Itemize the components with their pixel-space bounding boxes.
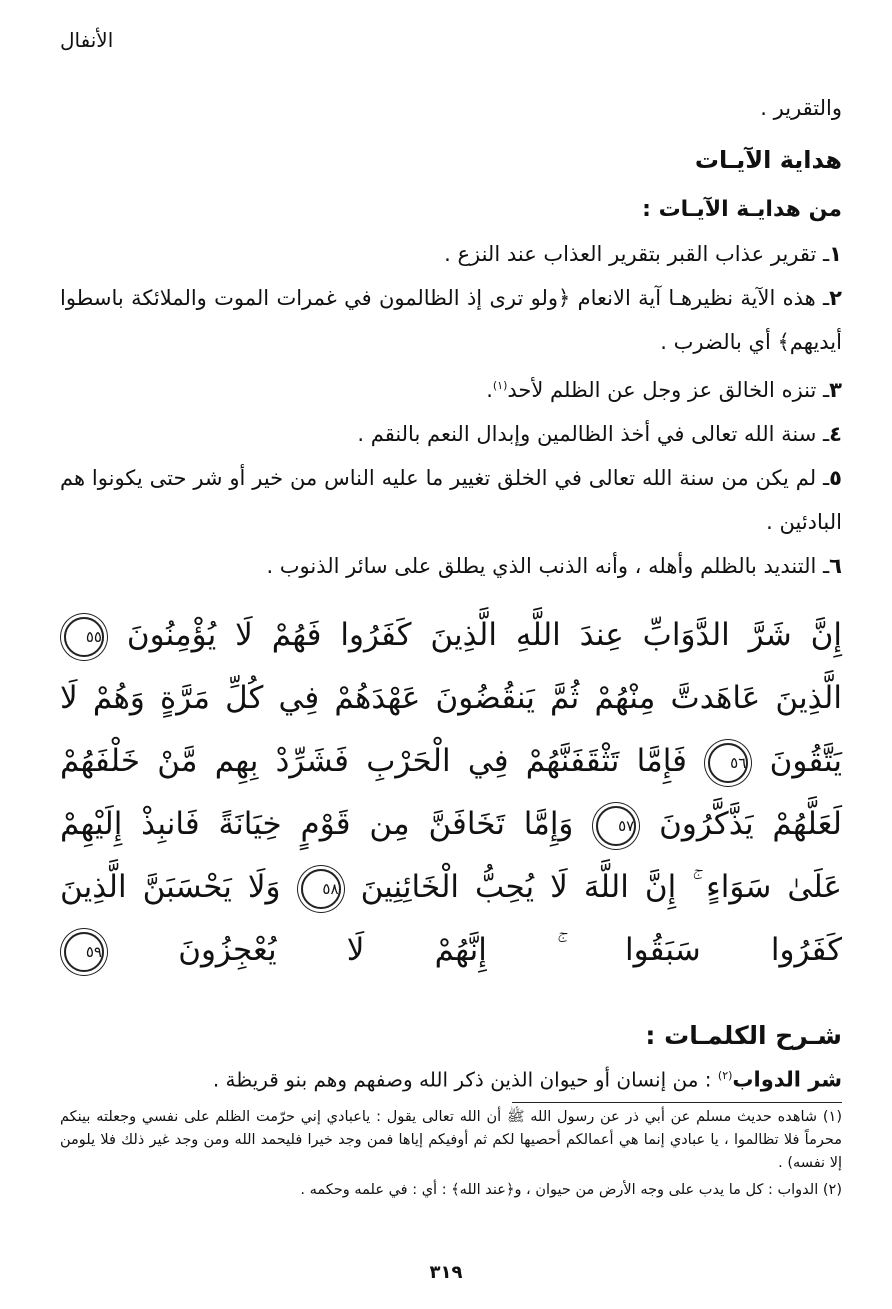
word-term: شر الدواب [732, 1067, 842, 1092]
commentary-text-block [60, 84, 842, 588]
footnote-text: الدواب : كل ما يدب على وجه الأرض من حيوان ، و﴿عند الله﴾ : أي : في علمه وحكمه . [300, 1182, 819, 1198]
lesson-number: ٤ [829, 422, 842, 446]
verse-59-text: وَلَا يَحْسَبَنَّ الَّذِينَ كَفَرُوا سَبَقُوا ۚ إِنَّهُمْ لَا يُعْجِزُونَ [60, 869, 842, 968]
footnote-text: شاهده حديث مسلم عن أبي ذر عن رسول الله ﷺ أن الله تعالى يقول : ياعبادي إني حرّمت الظلم على نفسي وجعلته بينكم محرماً فلا تظالموا ، يا عبادي إنما هي أعمالكم أحصيها لكم ثم أوفيكم إياها فمن وجد خيرا فليحمد الله ومن وجد غير ذلك فلا يلومن إلا نفسه) . [60, 1109, 842, 1171]
verse-58-text: وَإِمَّا تَخَافَنَّ مِن قَوْمٍ خِيَانَةً فَانبِذْ إِلَيْهِمْ عَلَىٰ سَوَاءٍ ۚ إِنَّ اللَّهَ لَا يُحِبُّ الْخَائِنِينَ [60, 806, 842, 905]
lesson-text: ـ تقرير عذاب القبر بتقرير العذاب عند النزع . [444, 242, 830, 266]
footnote-divider [512, 1102, 842, 1103]
ayah-number-55: ٥٥ [64, 617, 104, 657]
lesson-number: ٣ [829, 378, 842, 402]
lesson-item [60, 412, 842, 456]
footnote-ref: (٢) [822, 1182, 842, 1198]
section-heading: هداية الآيـات [694, 146, 842, 174]
lessons-list [60, 232, 842, 588]
lesson-text: ـ لم يكن من سنة الله تعالى في الخلق تغيير ما عليه الناس من خير أو شر حتى يكونوا هم البادئين . [60, 466, 842, 534]
lesson-text: ـ هذه الآية نظيرهـا آية الانعام ﴿ولو ترى إذ الظالمون في غمرات الموت والملائكة باسطوا أيديهم﴾ أي بالضرب . [60, 286, 842, 354]
footnote-ref: (١) [822, 1109, 843, 1125]
lesson-text: ـ تنزه الخالق عز وجل عن الظلم لأحد [507, 378, 830, 402]
running-header-surah-name: الأنفال [60, 28, 114, 52]
lesson-text: ـ سنة الله تعالى في أخذ الظالمين وإبدال النعم بالنقم . [357, 422, 830, 446]
verse-57-text: فَإِمَّا تَثْقَفَنَّهُمْ فِي الْحَرْبِ فَشَرِّدْ بِهِم مَّنْ خَلْفَهُمْ لَعَلَّهُمْ يَذَّكَّرُونَ [60, 743, 843, 842]
lesson-item [60, 456, 842, 544]
ayah-number-58: ٥٨ [301, 869, 341, 909]
lesson-number: ٥ [829, 466, 842, 490]
page-number: ٣١٩ [429, 1262, 463, 1283]
footnote-item [60, 1179, 842, 1202]
verse-56-text: الَّذِينَ عَاهَدتَّ مِنْهُمْ ثُمَّ يَنقُضُونَ عَهْدَهُمْ فِي كُلِّ مَرَّةٍ وَهُمْ لَا يَتَّقُونَ [60, 680, 843, 779]
ayah-number-57: ٥٧ [596, 806, 636, 846]
word-entry [60, 1058, 842, 1098]
word-definition: : من إنسان أو حيوان الذين ذكر الله وصفهم وهم بنو قريظة . [212, 1067, 712, 1092]
ayah-number-59: ٥٩ [64, 932, 104, 972]
word-explanations-heading: شـرح الكلمـات : [645, 1021, 842, 1050]
lesson-number: ٦ [829, 554, 842, 578]
footnotes-block [60, 1106, 842, 1206]
lesson-number: ٢ [829, 286, 842, 310]
word-explanations-section [60, 1014, 842, 1098]
lesson-item [60, 232, 842, 276]
verse-55-text: إِنَّ شَرَّ الدَّوَابِّ عِندَ اللَّهِ الَّذِينَ كَفَرُوا فَهُمْ لَا يُؤْمِنُونَ [126, 617, 842, 653]
lesson-item [60, 364, 842, 412]
ayah-number-56: ٥٦ [708, 743, 748, 783]
lesson-item [60, 544, 842, 588]
footnote-item [60, 1106, 842, 1175]
lesson-text: ـ التنديد بالظلم وأهله ، وأنه الذنب الذي يطلق على سائر الذنوب . [266, 554, 830, 578]
lesson-number: ١ [829, 242, 842, 266]
quran-verses-block [60, 604, 842, 982]
lesson-item [60, 276, 842, 364]
lesson-text-tail: . [486, 378, 493, 402]
section-subheading: من هدايـة الآيـات : [642, 197, 842, 222]
footnote-marker[interactable]: (١) [492, 379, 508, 392]
footnote-marker[interactable]: (٢) [717, 1069, 733, 1082]
continuation-line: والتقرير . [760, 96, 842, 120]
